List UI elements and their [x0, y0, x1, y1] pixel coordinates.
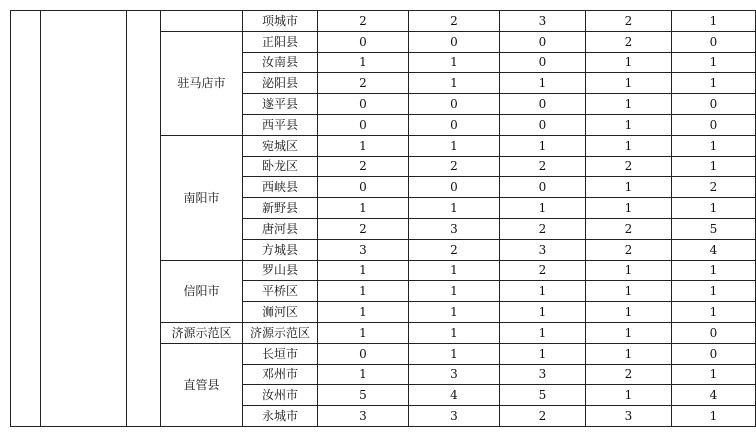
- value-cell: 1: [586, 302, 672, 323]
- value-cell: 1: [672, 198, 756, 219]
- value-cell: 2: [318, 73, 409, 94]
- value-cell: 2: [586, 11, 672, 32]
- value-cell: 0: [409, 94, 500, 115]
- value-cell: 2: [500, 218, 586, 239]
- value-cell: 1: [672, 11, 756, 32]
- value-cell: 0: [672, 31, 756, 52]
- value-cell: 1: [409, 260, 500, 281]
- value-cell: 0: [500, 177, 586, 198]
- value-cell: 3: [586, 406, 672, 427]
- value-cell: 1: [586, 73, 672, 94]
- value-cell: 2: [409, 11, 500, 32]
- value-cell: 1: [318, 281, 409, 302]
- value-cell: 1: [586, 114, 672, 135]
- county-cell: 长垣市: [243, 343, 318, 364]
- city-cell: [161, 11, 243, 32]
- value-cell: 1: [500, 73, 586, 94]
- city-cell: 直管县: [161, 343, 243, 426]
- table-row: [11, 11, 756, 32]
- county-cell: 新野县: [243, 198, 318, 219]
- value-cell: 1: [672, 406, 756, 427]
- value-cell: 0: [318, 343, 409, 364]
- value-cell: 1: [586, 322, 672, 343]
- county-cell: 唐河县: [243, 218, 318, 239]
- city-cell: 济源示范区: [161, 322, 243, 343]
- value-cell: 0: [318, 94, 409, 115]
- value-cell: 3: [500, 11, 586, 32]
- county-cell: 遂平县: [243, 94, 318, 115]
- county-cell: 罗山县: [243, 260, 318, 281]
- value-cell: 0: [409, 114, 500, 135]
- value-cell: 1: [318, 198, 409, 219]
- value-cell: 1: [318, 52, 409, 73]
- county-cell: 正阳县: [243, 31, 318, 52]
- value-cell: 3: [409, 218, 500, 239]
- county-cell: 汝南县: [243, 52, 318, 73]
- value-cell: 0: [409, 31, 500, 52]
- value-cell: 1: [672, 364, 756, 385]
- county-cell: 卧龙区: [243, 156, 318, 177]
- value-cell: 1: [672, 135, 756, 156]
- value-cell: 0: [672, 94, 756, 115]
- value-cell: 0: [318, 177, 409, 198]
- county-cell: 方城县: [243, 239, 318, 260]
- value-cell: 3: [318, 239, 409, 260]
- value-cell: 0: [409, 177, 500, 198]
- value-cell: 1: [586, 385, 672, 406]
- value-cell: 1: [586, 281, 672, 302]
- value-cell: 2: [500, 260, 586, 281]
- value-cell: 0: [672, 322, 756, 343]
- value-cell: 0: [500, 94, 586, 115]
- value-cell: 1: [409, 302, 500, 323]
- value-cell: 2: [586, 31, 672, 52]
- value-cell: 5: [318, 385, 409, 406]
- value-cell: 1: [409, 73, 500, 94]
- blank-column-cell: [11, 11, 41, 427]
- value-cell: 2: [409, 156, 500, 177]
- value-cell: 4: [672, 385, 756, 406]
- value-cell: 4: [409, 385, 500, 406]
- county-cell: 平桥区: [243, 281, 318, 302]
- value-cell: 0: [500, 114, 586, 135]
- value-cell: 1: [409, 322, 500, 343]
- value-cell: 1: [500, 281, 586, 302]
- value-cell: 5: [500, 385, 586, 406]
- value-cell: 1: [409, 52, 500, 73]
- value-cell: 1: [500, 343, 586, 364]
- value-cell: 2: [500, 406, 586, 427]
- value-cell: 2: [318, 11, 409, 32]
- value-cell: 1: [672, 281, 756, 302]
- value-cell: 5: [672, 218, 756, 239]
- value-cell: 2: [500, 156, 586, 177]
- city-cell: 信阳市: [161, 260, 243, 322]
- blank-column-cell: [41, 11, 127, 427]
- blank-column-cell: [127, 11, 161, 427]
- value-cell: 2: [586, 156, 672, 177]
- value-cell: 1: [409, 281, 500, 302]
- value-cell: 2: [586, 364, 672, 385]
- value-cell: 1: [586, 177, 672, 198]
- value-cell: 1: [318, 322, 409, 343]
- city-cell: 驻马店市: [161, 31, 243, 135]
- value-cell: 1: [672, 156, 756, 177]
- value-cell: 1: [586, 260, 672, 281]
- value-cell: 1: [500, 302, 586, 323]
- value-cell: 2: [318, 156, 409, 177]
- county-cell: 西平县: [243, 114, 318, 135]
- value-cell: 1: [500, 322, 586, 343]
- value-cell: 1: [672, 73, 756, 94]
- county-cell: 宛城区: [243, 135, 318, 156]
- value-cell: 1: [318, 364, 409, 385]
- value-cell: 0: [318, 114, 409, 135]
- value-cell: 1: [672, 302, 756, 323]
- value-cell: 3: [409, 406, 500, 427]
- value-cell: 2: [586, 218, 672, 239]
- value-cell: 1: [409, 343, 500, 364]
- value-cell: 0: [500, 52, 586, 73]
- county-cell: 汝州市: [243, 385, 318, 406]
- value-cell: 0: [318, 31, 409, 52]
- value-cell: 1: [672, 260, 756, 281]
- value-cell: 1: [500, 135, 586, 156]
- value-cell: 1: [586, 198, 672, 219]
- value-cell: 0: [500, 31, 586, 52]
- county-cell: 项城市: [243, 11, 318, 32]
- value-cell: 2: [672, 177, 756, 198]
- value-cell: 3: [500, 239, 586, 260]
- value-cell: 1: [409, 135, 500, 156]
- value-cell: 1: [318, 135, 409, 156]
- value-cell: 1: [318, 260, 409, 281]
- county-cell: 永城市: [243, 406, 318, 427]
- county-cell: 泌阳县: [243, 73, 318, 94]
- value-cell: 1: [586, 94, 672, 115]
- county-cell: 邓州市: [243, 364, 318, 385]
- county-cell: 西峡县: [243, 177, 318, 198]
- value-cell: 1: [500, 198, 586, 219]
- value-cell: 0: [672, 114, 756, 135]
- value-cell: 2: [318, 218, 409, 239]
- value-cell: 0: [672, 343, 756, 364]
- value-cell: 1: [672, 52, 756, 73]
- value-cell: 3: [500, 364, 586, 385]
- data-table: [10, 10, 756, 427]
- county-cell: 济源示范区: [243, 322, 318, 343]
- value-cell: 1: [318, 302, 409, 323]
- value-cell: 1: [586, 52, 672, 73]
- city-cell: 南阳市: [161, 135, 243, 260]
- value-cell: 1: [586, 343, 672, 364]
- value-cell: 3: [318, 406, 409, 427]
- value-cell: 1: [409, 198, 500, 219]
- value-cell: 4: [672, 239, 756, 260]
- value-cell: 3: [409, 364, 500, 385]
- value-cell: 1: [586, 135, 672, 156]
- value-cell: 2: [409, 239, 500, 260]
- county-cell: 浉河区: [243, 302, 318, 323]
- value-cell: 2: [586, 239, 672, 260]
